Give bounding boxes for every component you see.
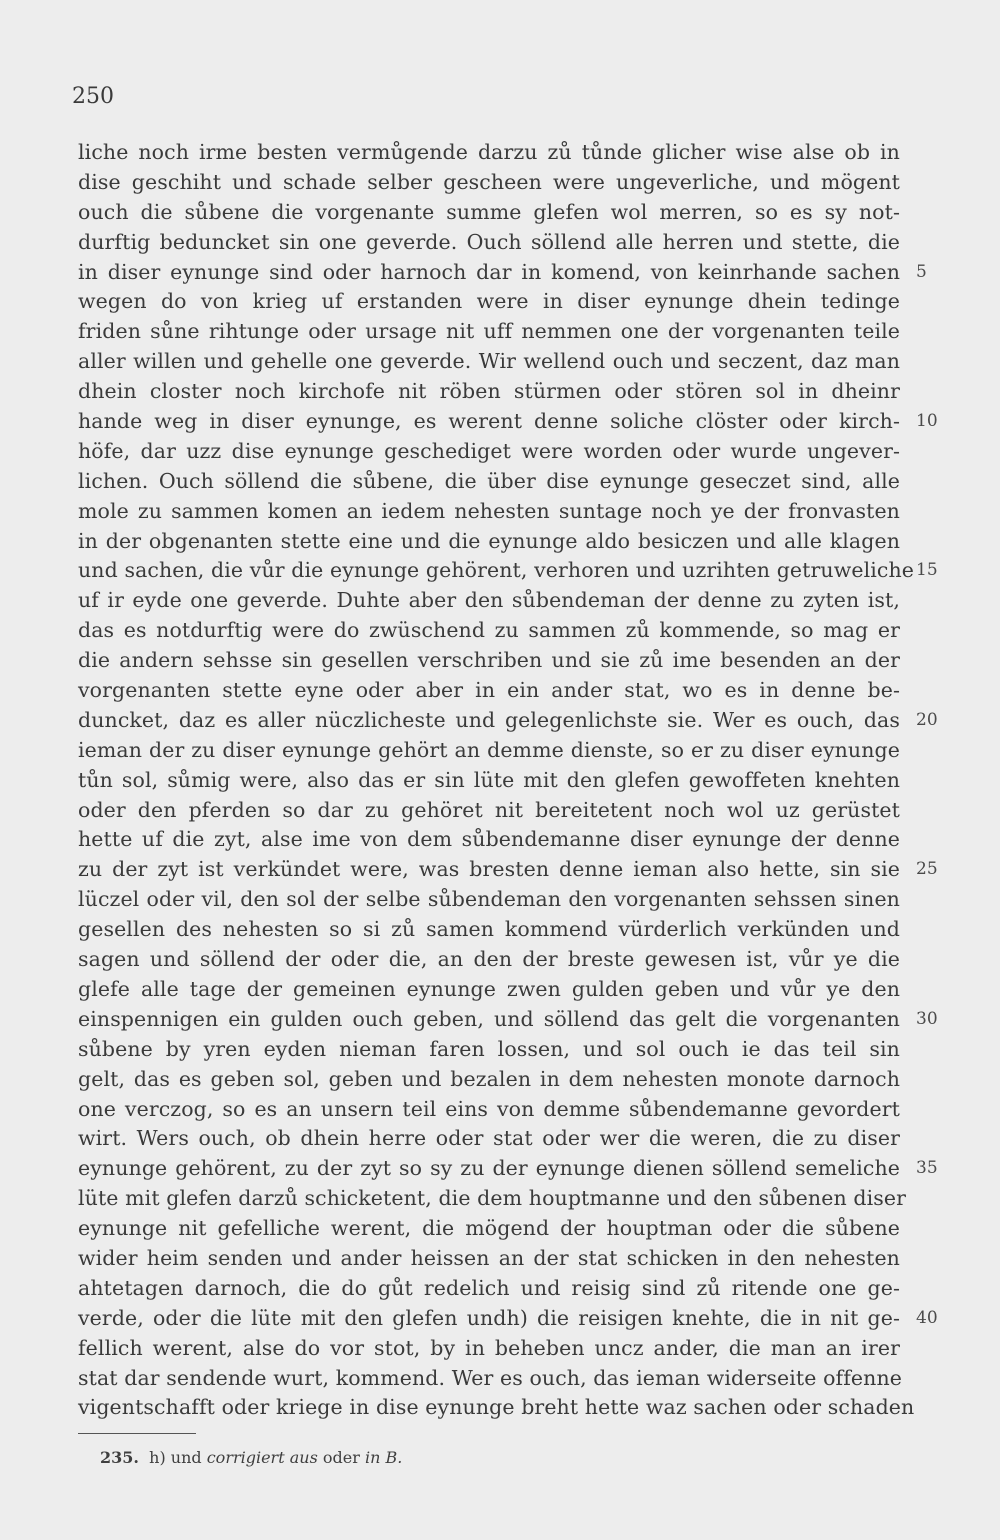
text-line-content: gelt, das es geben sol, geben und bezalen in dem nehesten monote darnoch (78, 1066, 900, 1091)
footnote (100, 1448, 402, 1467)
text-line (78, 586, 908, 616)
text-line-content: zu der zyt ist verkündet were, was bresten denne ieman also hette, sin sie (78, 857, 900, 882)
line-number: 10 (916, 411, 938, 432)
text-line-content: uf ir eyde one geverde. Duhte aber den sůbendeman der denne zu zyten ist, (78, 588, 900, 613)
text-line-content: oder den pferden so dar zu gehöret nit bereitetent noch wol uz gerüstet (78, 797, 900, 822)
footnote-italic-1: corrigiert aus (206, 1448, 318, 1467)
body-text (78, 138, 938, 1423)
text-line (78, 825, 908, 855)
text-line-content: einspennigen ein gulden ouch geben, und söllend das gelt die vorgenanten (78, 1006, 900, 1031)
text-line (78, 198, 908, 228)
page-number: 250 (72, 84, 114, 109)
text-line (78, 1095, 908, 1125)
text-line-content: glefe alle tage der gemeinen eynunge zwen gulden geben und vůr ye den (78, 976, 900, 1001)
text-line (78, 855, 938, 885)
text-line-content: in der obgenanten stette eine und die eynunge aldo besiczen und alle klagen (78, 528, 900, 553)
footnote-divider (78, 1433, 196, 1434)
text-line (78, 1244, 908, 1274)
text-line (78, 168, 908, 198)
text-line (78, 975, 908, 1005)
text-line-content: vorgenanten stette eyne oder aber in ein ander stat, wo es in denne be- (78, 678, 900, 703)
text-line-content: one verczog, so es an unsern teil eins von demme sůbendemanne gevordert (78, 1096, 900, 1121)
text-line (78, 885, 908, 915)
text-line-content: lüczel oder vil, den sol der selbe sůbendeman den vorgenanten sehssen sinen (78, 887, 900, 912)
text-line-content: hande weg in diser eynunge, es werent denne soliche clöster oder kirch- (78, 409, 900, 434)
text-line-content: stat dar sendende wurt, kommend. Wer es ouch, das ieman widerseite offenne (78, 1365, 902, 1390)
text-line-content: ieman der zu diser eynunge gehört an demme dienste, so er zu diser eynunge (78, 737, 900, 762)
line-number: 35 (916, 1158, 938, 1179)
text-line-content: duncket, daz es aller nüczlicheste und gelegenlichste sie. Wer es ouch, das (78, 707, 900, 732)
text-line (78, 1035, 908, 1065)
text-line (78, 258, 927, 288)
footnote-italic-2: in B. (364, 1448, 403, 1467)
text-line-content: vigentschafft oder kriege in dise eynunge breht hette waz sachen oder schaden (78, 1395, 915, 1420)
text-line (78, 467, 908, 497)
line-number: 40 (916, 1307, 938, 1328)
text-line (78, 1304, 938, 1334)
text-line-content: lüte mit glefen darzů schicketent, die dem houptmanne und den sůbenen diser (78, 1186, 906, 1211)
text-line-content: durftig beduncket sin one geverde. Ouch söllend alle herren und stette, die (78, 229, 900, 254)
text-line (78, 1124, 908, 1154)
text-line (78, 1393, 915, 1423)
footnote-number: 235. (100, 1448, 139, 1467)
footnote-marker: h) und (149, 1448, 202, 1467)
text-line-content: dhein closter noch kirchofe nit röben stürmen oder stören sol in dheinr (78, 379, 900, 404)
text-line (78, 497, 908, 527)
text-line (78, 317, 908, 347)
text-line-content: das es notdurftig were do zwüschend zu sammen zů kommende, so mag er (78, 618, 900, 643)
text-line-content: verde, oder die lüte mit den glefen undh) die reisigen knehte, die in nit ge- (78, 1305, 900, 1330)
text-line-content: friden sůne rihtunge oder ursage nit uff nemmen one der vorgenanten teile (78, 319, 900, 344)
text-line-content: sůbene by yren eyden nieman faren lossen, und sol ouch ie das teil sin (78, 1036, 900, 1061)
text-line (78, 736, 908, 766)
text-line-content: lichen. Ouch söllend die sůbene, die über dise eynunge geseczet sind, alle (78, 468, 900, 493)
text-line (78, 1214, 908, 1244)
text-line-content: eynunge gehörent, zu der zyt so sy zu der eynunge dienen söllend semeliche (78, 1156, 900, 1181)
text-line (78, 1364, 908, 1394)
text-line-content: und sachen, die vůr die eynunge gehörent, verhoren und uzrihten getruweliche (78, 558, 914, 583)
text-line (78, 915, 908, 945)
text-line (78, 616, 908, 646)
line-number: 30 (916, 1008, 938, 1029)
text-line-content: wegen do von krieg uf erstanden were in diser eynunge dhein tedinge (78, 289, 900, 314)
text-line (78, 646, 908, 676)
text-line (78, 766, 908, 796)
text-line (78, 1005, 938, 1035)
text-line (78, 706, 938, 736)
text-line-content: eynunge nit gefelliche werent, die mögend der houptman oder die sůbene (78, 1216, 900, 1241)
text-line-content: dise geschiht und schade selber gescheen were ungeverliche, und mögent (78, 169, 900, 194)
text-line-content: die andern sehsse sin gesellen verschriben und sie zů ime besenden an der (78, 648, 900, 673)
text-line (78, 228, 908, 258)
line-number: 20 (916, 709, 938, 730)
text-line-content: sagen und söllend der oder die, an den der breste gewesen ist, vůr ye die (78, 947, 900, 972)
text-line (78, 1184, 908, 1214)
text-line (78, 377, 908, 407)
text-line-content: in diser eynunge sind oder harnoch dar in komend, von keinrhande sachen (78, 259, 900, 284)
text-line-content: hette uf die zyt, alse ime von dem sůbendemanne diser eynunge der denne (78, 827, 900, 852)
text-line (78, 676, 908, 706)
text-line-content: wirt. Wers ouch, ob dhein herre oder stat oder wer die weren, die zu diser (78, 1126, 900, 1151)
text-line-content: ouch die sůbene die vorgenante summe glefen wol merren, so es sy not- (78, 199, 900, 224)
text-line (78, 437, 908, 467)
text-line (78, 556, 938, 586)
text-line-content: aller willen und gehelle one geverde. Wir wellend ouch und seczent, daz man (78, 349, 900, 374)
text-line (78, 945, 908, 975)
text-line-content: gesellen des nehesten so si zů samen kommend vürderlich verkünden und (78, 917, 900, 942)
text-line (78, 1154, 938, 1184)
text-line (78, 407, 938, 437)
text-line (78, 1334, 908, 1364)
text-line (78, 796, 908, 826)
text-line-content: ahtetagen darnoch, die do gůt redelich und reisig sind zů ritende one ge- (78, 1275, 900, 1300)
text-line-content: mole zu sammen komen an iedem nehesten suntage noch ye der fronvasten (78, 498, 900, 523)
text-line-content: liche noch irme besten vermůgende darzu zů tůnde glicher wise alse ob in (78, 140, 900, 164)
line-number: 5 (916, 261, 927, 282)
text-line-content: wider heim senden und ander heissen an der stat schicken in den nehesten (78, 1245, 900, 1270)
text-line (78, 1065, 908, 1095)
text-line (78, 138, 908, 168)
text-line (78, 287, 908, 317)
line-number: 25 (916, 859, 938, 880)
text-line-content: höfe, dar uzz dise eynunge geschediget were worden oder wurde ungever- (78, 438, 900, 463)
text-line-content: fellich werent, alse do vor stot, by in beheben uncz ander, die man an irer (78, 1335, 900, 1360)
footnote-plain: oder (322, 1448, 360, 1467)
text-line (78, 527, 908, 557)
text-line (78, 1274, 908, 1304)
line-number: 15 (916, 560, 938, 581)
text-line-content: tůn sol, sůmig were, also das er sin lüte mit den glefen gewoffeten knehten (78, 767, 900, 792)
text-line (78, 347, 908, 377)
